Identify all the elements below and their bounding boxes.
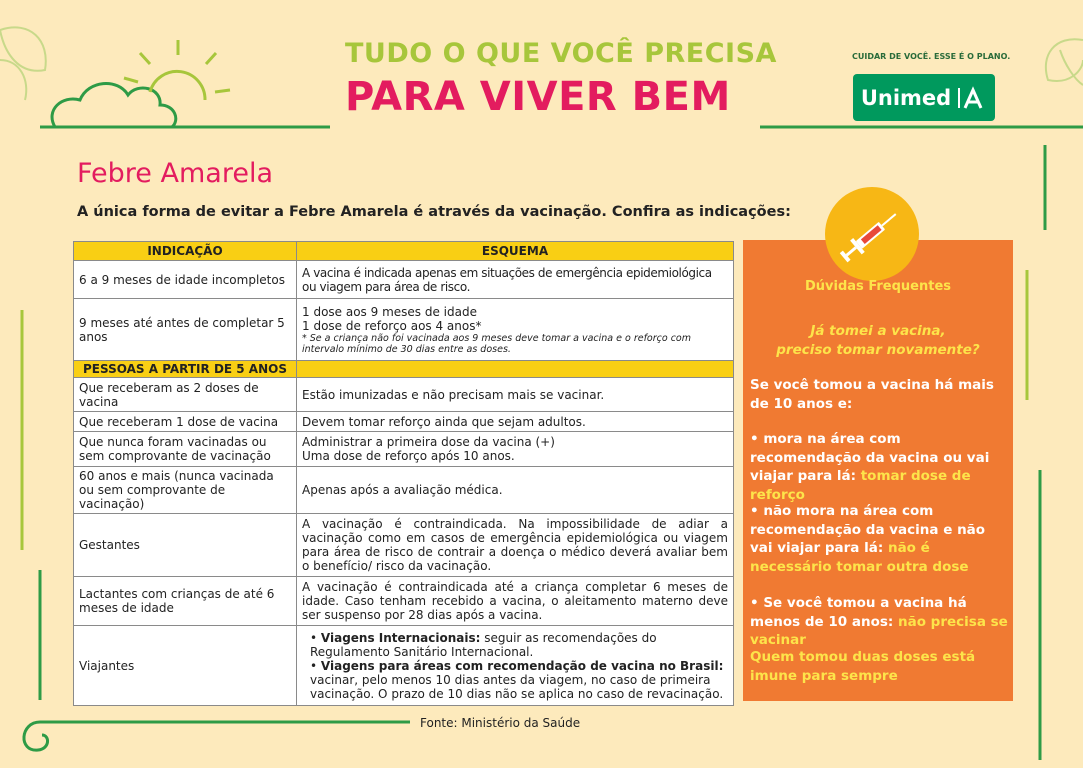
question-line: preciso tomar novamente? [776,342,980,358]
source-note: Fonte: Ministério da Saúde [420,716,581,730]
faq-closing: Quem tomou duas doses está imune para sempre [750,649,976,684]
table-row [74,378,734,412]
row-indication: 6 a 9 meses de idade incompletos [74,261,297,299]
row-scheme [297,626,734,706]
row-scheme [297,299,734,361]
row-scheme: A vacinação é contraindicada. Na impossibilidade de adiar a vacinação como em casos de emergência epidemiológica ou viagem para área de risco de contrair a doença o médico deverá avaliar bem o benefício/ risco da vacinação. [297,514,734,577]
vaccination-table [73,241,734,706]
row-scheme: A vacina é indicada apenas em situações de emergência epidemiológica ou viagem para área de risco. [297,261,734,299]
table-row [74,261,734,299]
faq-bullet [750,430,1008,504]
row-scheme: Estão imunizadas e não precisam mais se vacinar. [297,378,734,412]
brand-tagline: CUIDAR DE VOCÊ. ESSE É O PLANO. [852,52,1011,61]
header-scheme: ESQUEMA [297,242,734,261]
section-label: PESSOAS A PARTIR DE 5 ANOS [74,361,297,378]
row-indication: Que nunca foram vacinadas ou sem comprovante de vacinação [74,432,297,467]
faq-bullet-highlight: não precisa se vacinar [750,613,1008,648]
row-scheme: Devem tomar reforço ainda que sejam adultos. [297,412,734,432]
header-line-1: TUDO O QUE VOCÊ PRECISA [345,38,777,69]
row-indication: Que receberam as 2 doses de vacina [74,378,297,412]
table-row [74,432,734,467]
unimed-tree-icon [957,86,987,110]
table-row [74,626,734,706]
header-indication: INDICAÇÃO [74,242,297,261]
table-row [74,412,734,432]
syringe-icon [825,187,919,281]
faq-bullet-text: • Se você tomou a vacina há menos de 10 anos: [750,595,967,630]
row-indication: Viajantes [74,626,297,706]
syringe-badge [825,187,919,281]
bullet-label: Viagens para áreas com recomendação de vacina no Brasil: [320,658,724,673]
leaf-icon [1046,39,1083,85]
scheme-bullet: • Viagens Internacionais: seguir as recomendações do Regulamento Sanitário Internacional. [310,630,657,659]
row-indication: 60 anos e mais (nunca vacinada ou sem comprovante de vacinação) [74,467,297,514]
row-scheme: Apenas após a avaliação médica. [297,467,734,514]
table-header-row [74,242,734,261]
faq-bullet-highlight: não é necessário tomar outra dose [750,540,969,575]
page-title: Febre Amarela [77,158,273,189]
sun-icon [124,40,230,100]
bullet-text: vacinar, pelo menos 10 dias antes da viagem, no caso de primeira vacinação. O prazo de 10 dias não se aplica no caso de revacinação. [310,672,724,701]
scheme-line: Uma dose de reforço após 10 anos. [302,449,515,463]
faq-question [743,322,1013,360]
section-row [74,361,734,378]
scheme-line: 1 dose de reforço aos 4 anos* [302,318,482,333]
scheme-line: 1 dose aos 9 meses de idade [302,304,477,319]
row-scheme: A vacinação é contraindicada até a criança completar 6 meses de idade. Caso tenham recebido a vacina, o aleitamento materno deve ser suspenso por 28 dias após a vacina. [297,577,734,626]
faq-bullet-text: • mora na área com recomendação da vacina ou vai viajar para lá: [750,431,990,484]
header-line-2: PARA VIVER BEM [345,74,731,120]
page-subtitle: A única forma de evitar a Febre Amarela é através da vacinação. Confira as indicações: [77,204,791,220]
cloud-icon [52,84,176,127]
table-row [74,467,734,514]
faq-bullet-highlight: tomar dose de reforço [750,468,971,503]
scheme-line: Administrar a primeira dose da vacina (+) [302,435,555,449]
question-line: Já tomei a vacina, [810,323,946,339]
bullet-text: seguir as recomendações do Regulamento Sanitário Internacional. [310,630,657,659]
row-scheme [297,432,734,467]
faq-intro: Se você tomou a vacina há mais de 10 anos e: [750,377,994,412]
unimed-logo [853,74,995,121]
faq-title: Dúvidas Frequentes [805,279,951,294]
row-indication: Lactantes com crianças de até 6 meses de idade [74,577,297,626]
table-row [74,299,734,361]
table-row [74,514,734,577]
row-indication: Gestantes [74,514,297,577]
row-indication: 9 meses até antes de completar 5 anos [74,299,297,361]
scheme-note: * Se a criança não foi vacinada aos 9 meses deve tomar a vacina e o reforço com intervalo mínimo de 30 dias entre as doses. [302,332,691,355]
table-row [74,577,734,626]
faq-bullet [750,502,1008,576]
scheme-bullet: • Viagens para áreas com recomendação de vacina no Brasil: vacinar, pelo menos 10 dias antes da viagem, no caso de primeira vacinação. O prazo de 10 dias não se aplica no caso de revacinação. [310,658,724,701]
faq-bullet [750,594,1008,650]
leaf-icon [0,27,46,100]
section-empty-cell [297,361,734,378]
bullet-label: Viagens Internacionais: [320,630,481,645]
logo-text: Unimed [860,85,952,110]
row-indication: Que receberam 1 dose de vacina [74,412,297,432]
faq-bullet-text: • não mora na área com recomendação da vacina e não vai viajar para lá: [750,503,986,556]
